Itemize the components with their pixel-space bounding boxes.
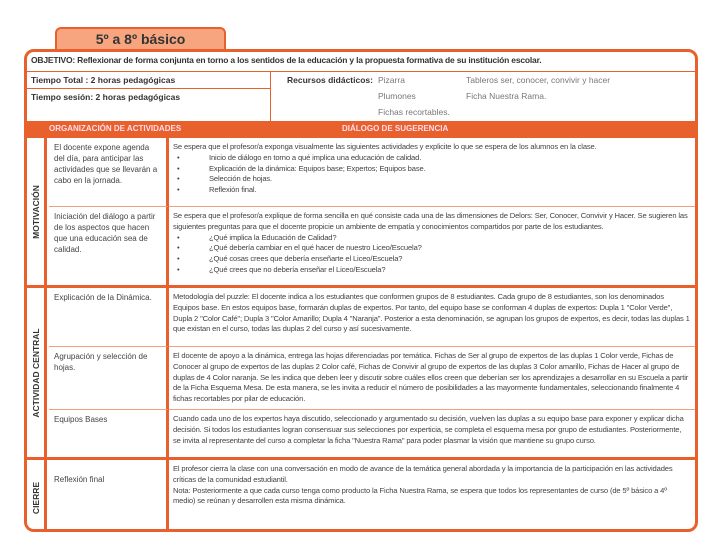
section-label: CIERRE xyxy=(30,481,41,514)
dialogue-note: Nota: Posteriormente a que cada curso tenga como producto la Ficha Nuestra Rama, se espera que todos los representantes de curso (de 5º básico a 4º medio) se reúnan y desarrollen esta misma dinámica. xyxy=(173,485,667,506)
dialogue-cell xyxy=(169,138,695,207)
dialogue-cell: El docente de apoyo a la dinámica, entrega las hojas diferenciadas por temática. Fichas de Ser al grupo de expertos de las duplas 1 Color verde, Fichas de Conocer al grupo de expertos de las duplas 2 Color café, Fichas de Convivir al grupo de expertos de las duplas 3 Color amarillo, Fichas de Hacer al grupo de duplas de 4 Color naranja. Se les indica que deben leer y discutir sobre cuáles ellos creen que deberían ser los aprendizajes a desarrollar en su Escuela a partir de la Ficha Esquema Mesa. De esta manera, se les invita a reducir el número de posibilidades a las mayormente fundamentales, seleccionando finalmente 4 fichas recortables por pilar de educación. xyxy=(169,347,695,410)
dialogue-text: Se espera que el profesor/a exponga visualmente las siguientes actividades y explicite lo que se espera de los alumnos en la clase. xyxy=(173,142,597,151)
header-dialogo: DIÁLOGO DE SUGERENCIA xyxy=(342,124,449,133)
bullet: • Selección de hojas. xyxy=(173,174,691,185)
dialogue-text: Se espera que el profesor/a explique de forma sencilla en qué consiste cada una de las dimensiones de Delors: Ser, Conocer, Convivir y Hacer. Se sugieren las siguientes preguntas para que el docente propicie un ambiente de empatía y conocimientos compartidos por parte de los estudiantes. xyxy=(173,211,688,231)
bullet: • ¿Qué debería cambiar en el qué hacer de nuestro Liceo/Escuela? xyxy=(173,243,691,254)
resource-item: Ficha Nuestra Rama. xyxy=(466,91,547,101)
dialogue-cell: Cuando cada uno de los expertos haya discutido, seleccionado y argumentado su decisión, vuelven las duplas a su equipo base para exponer y explicar dicha decisión. Si todos los estudiantes logran consensuar sus selecciones por experticia, se completa el esquema mesa por grupo de estudiantes. Posteriormente, se invita al representante del curso a completar la ficha "Nuestra Rama" para poder plasmar la visión que mantiene su grupo curso. xyxy=(173,414,684,445)
section-label: MOTIVACIÓN xyxy=(30,185,41,239)
activity-cell: Reflexión final xyxy=(49,460,169,532)
resources xyxy=(271,72,695,121)
activity-cell: Iniciación del diálogo a partir de los aspectos que hacen que una educación sea de calidad. xyxy=(49,207,169,286)
bullet: • ¿Qué implica la Educación de Calidad? xyxy=(173,233,691,244)
resource-item: Pizarra xyxy=(378,75,405,85)
bullet: • Explicación de la dinámica: Equipos base; Expertos; Equipos base. xyxy=(173,164,691,175)
resources-label: Recursos didácticos: xyxy=(287,75,373,85)
resource-item: Tableros ser, conocer, convivir y hacer xyxy=(466,75,611,85)
dialogue-cell xyxy=(169,207,695,286)
bullet: • ¿Qué crees que no debería enseñar el Liceo/Escuela? xyxy=(173,265,691,276)
bullet: • ¿Qué cosas crees que debería enseñarte el Liceo/Escuela? xyxy=(173,254,691,265)
section-label: ACTIVIDAD CENTRAL xyxy=(30,328,41,418)
bullet: • Inicio de diálogo en torno a qué implica una educación de calidad. xyxy=(173,153,691,164)
objective: OBJETIVO: Reflexionar de forma conjunta en torno a los sentidos de la educación y la propuesta formativa de su institución escolar. xyxy=(27,52,695,72)
activity-cell: El docente expone agenda del día, para anticipar las actividades que se llevarán a cabo en la jornada. xyxy=(49,138,169,207)
section-cierre xyxy=(27,460,47,532)
table-header xyxy=(27,121,695,138)
lesson-plan-table xyxy=(24,49,698,532)
dialogue-text: El profesor cierra la clase con una conversación en modo de avance de la temática general abordada y la importancia de la participación en las actividades críticas de la comunidad estudiantil. xyxy=(173,464,673,484)
activity-cell: Agrupación y selección de hojas. xyxy=(49,347,169,410)
grade-tab: 5º a 8º básico xyxy=(55,27,226,51)
resource-item: Fichas recortables. xyxy=(378,107,450,117)
section-motivacion xyxy=(27,138,47,286)
total-time: Tiempo Total : 2 horas pedagógicas xyxy=(27,72,271,89)
activity-cell: Equipos Bases xyxy=(49,410,169,458)
session-time: Tiempo sesión: 2 horas pedagógicas xyxy=(27,89,271,121)
header-organizacion: ORGANIZACIÓN DE ACTIVIDADES xyxy=(49,124,182,133)
activity-cell: Explicación de la Dinámica. xyxy=(49,288,169,347)
dialogue-cell xyxy=(169,460,695,532)
dialogue-cell: Metodología del puzzle: El docente indica a los estudiantes que conformen grupos de 8 estudiantes. Cada grupo de 8 estudiantes, son los denominados Equipos base. En estos equipos base, formarán duplas de expertos. Por tanto, del equipo base se conforman 4 duplas de expertos: Dupla 1 "Color Verde", Dupla 2 "Color Café"; Dupla 3 "Color Amarillo; Dupla 4 "Naranja". Posterior a esta denominación, se agrupan los grupos de expertos, es decir, todas las duplas 1 que existan en el curso, todas las duplas 2 del curso y así sucesivamente. xyxy=(169,288,695,347)
resource-item: Plumones xyxy=(378,91,416,101)
section-actividad-central xyxy=(27,288,47,458)
bullet: • Reflexión final. xyxy=(173,185,691,196)
